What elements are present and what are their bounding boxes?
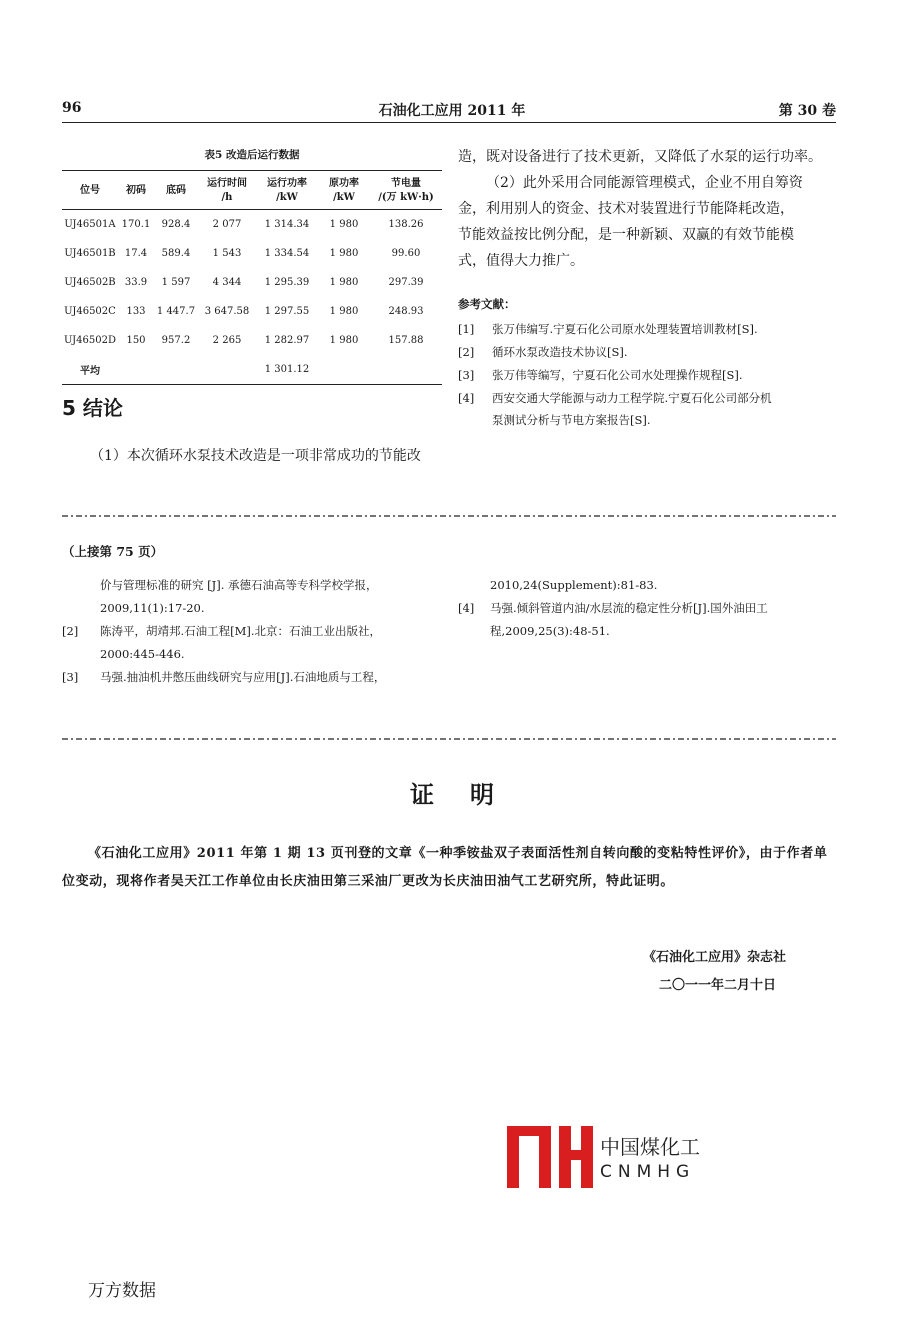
table-cell: 297.39 xyxy=(388,277,424,288)
table-cell xyxy=(370,355,442,385)
table-row xyxy=(62,210,442,240)
page-number: 96 xyxy=(62,100,82,116)
table-cell: 957.2 xyxy=(161,335,191,346)
table-cell: 2 077 xyxy=(212,219,242,230)
table-cell xyxy=(318,355,370,385)
continued-ref-text: 价与管理标准的研究 [J]. 承德石油高等专科学校学报， xyxy=(100,578,378,592)
reference-item xyxy=(458,364,838,386)
references-title: 参考文献： xyxy=(458,297,516,311)
table-row xyxy=(62,326,442,355)
reference-text: 张万伟编写.宁夏石化公司原水处理装置培训教材[S]. xyxy=(492,322,758,336)
continued-ref-text: 马强.倾斜管道内油/水层流的稳定性分析[J].国外油田工 xyxy=(490,601,768,615)
table-row xyxy=(62,297,442,326)
table-header-row xyxy=(62,171,442,210)
notice-body: 《石油化工应用》2011 年第 1 期 13 页刊登的文章《一种季铵盐双子表面活性剂自转向酸的变粘特性评价》，由于作者单位变动，现将作者吴天江工作单位由长庆油田第三采油厂更改为长庆油田油气工艺研究所，特此证明。 xyxy=(62,846,828,889)
reference-number: [1] xyxy=(458,322,475,336)
reference-number: [4] xyxy=(458,391,475,405)
reference-number: [3] xyxy=(458,368,475,382)
table-cell xyxy=(154,355,198,385)
cnmhg-logo-icon xyxy=(507,1126,593,1192)
table-row xyxy=(62,239,442,268)
reference-number: [2] xyxy=(458,345,475,359)
conclusion-paragraph-2-line: 节能效益按比例分配，是一种新颖、双赢的有效节能模 xyxy=(458,227,794,243)
reference-text: 西安交通大学能源与动力工程学院.宁夏石化公司部分机 xyxy=(492,391,772,405)
col-header: 运行功率 /kW xyxy=(267,178,307,203)
col-header: 原功率 /kW xyxy=(329,178,359,203)
table-cell: 170.1 xyxy=(121,219,151,230)
continued-ref-text: 陈涛平，胡靖邦.石油工程[M].北京：石油工业出版社， xyxy=(100,624,382,638)
table-cell: 138.26 xyxy=(388,219,424,230)
continued-ref-number: [2] xyxy=(62,624,79,638)
table-cell: 1 295.39 xyxy=(264,277,310,288)
reference-text: 循环水泵改造技术协议[S]. xyxy=(492,345,628,359)
continued-ref-text: 2010,24(Supplement):81-83. xyxy=(490,578,658,592)
table-cell: 589.4 xyxy=(161,248,191,259)
table-cell: 1 314.34 xyxy=(264,219,310,230)
conclusion-continuation: 造，既对设备进行了技术更新，又降低了水泵的运行功率。 xyxy=(458,149,822,165)
operation-data-table xyxy=(62,170,442,385)
notice-date: 二〇一一年二月十日 xyxy=(659,978,777,993)
table-cell: 1 543 xyxy=(212,248,242,259)
table-cell: 133 xyxy=(126,306,146,317)
continued-ref-number: [3] xyxy=(62,670,79,684)
reference-text: 张万伟等编写，宁夏石化公司水处理操作规程[S]. xyxy=(492,368,743,382)
table-cell: UJ46502B xyxy=(64,277,116,288)
col-header: 运行时间 /h xyxy=(207,178,247,203)
running-header-volume: 第 30 卷 xyxy=(778,103,836,119)
table-cell: 1 597 xyxy=(161,277,191,288)
conclusion-paragraph-2-line: （2）此外采用合同能源管理模式，企业不用自筹资 xyxy=(486,175,803,191)
col-header: 位号 xyxy=(80,185,100,196)
table-cell: UJ46501A xyxy=(64,219,116,230)
logo-chinese-text: 中国煤化工 xyxy=(600,1135,700,1159)
conclusion-paragraph-2-line: 金，利用别人的资金、技术对装置进行节能降耗改造， xyxy=(458,201,794,217)
table-cell: 1 980 xyxy=(329,306,359,317)
table-cell: 1 980 xyxy=(329,248,359,259)
reference-item xyxy=(458,387,838,409)
table-cell: UJ46502C xyxy=(64,306,116,317)
table-cell: 928.4 xyxy=(161,219,191,230)
table-cell xyxy=(198,355,256,385)
continued-ref-text: 2009,11(1):17-20. xyxy=(100,601,205,615)
table-cell: 3 647.58 xyxy=(204,306,250,317)
table-cell: 1 980 xyxy=(329,277,359,288)
table-row-average xyxy=(62,355,442,385)
table-cell: 1 447.7 xyxy=(156,306,196,317)
table-cell: 157.88 xyxy=(388,335,424,346)
conclusion-paragraph-2-line: 式，值得大力推广。 xyxy=(458,253,584,269)
table-cell: 99.60 xyxy=(391,248,421,259)
table-cell: 4 344 xyxy=(212,277,242,288)
table-cell xyxy=(118,355,154,385)
dotted-separator xyxy=(62,513,836,519)
table-cell: 17.4 xyxy=(124,248,148,259)
table-caption: 表5 改造后运行数据 xyxy=(204,149,300,161)
continued-ref-text: 程,2009,25(3):48-51. xyxy=(490,624,610,638)
running-header-journal: 石油化工应用 2011 年 xyxy=(378,103,526,119)
col-header: 初码 xyxy=(126,185,146,196)
dotted-separator xyxy=(62,736,836,742)
table-cell: 150 xyxy=(126,335,146,346)
notice-title: 证明 xyxy=(410,780,530,809)
notice-signer: 《石油化工应用》杂志社 xyxy=(643,950,787,965)
table-cell: UJ46501B xyxy=(64,248,116,259)
header-rule xyxy=(62,122,836,123)
col-header: 底码 xyxy=(166,185,186,196)
table-cell: 平均 xyxy=(80,366,100,377)
table-cell: 33.9 xyxy=(124,277,148,288)
table-cell: 1 980 xyxy=(329,219,359,230)
section-heading-conclusion: 5 结论 xyxy=(62,396,123,420)
footer-watermark: 万方数据 xyxy=(88,1281,156,1301)
reference-text-continued: 泵测试分析与节电方案报告[S]. xyxy=(492,413,651,427)
reference-item xyxy=(458,341,838,363)
reference-item xyxy=(458,318,838,340)
table-cell: 1 282.97 xyxy=(264,335,310,346)
continued-ref-text: 2000:445-446. xyxy=(100,647,185,661)
table-cell: 1 980 xyxy=(329,335,359,346)
col-header: 节电量 /(万 kW·h) xyxy=(378,178,434,203)
table-cell: UJ46502D xyxy=(64,335,116,346)
table-cell: 2 265 xyxy=(212,335,242,346)
continued-from-label: （上接第 75 页） xyxy=(62,544,164,559)
continued-ref-text: 马强.抽油机井憋压曲线研究与应用[J].石油地质与工程， xyxy=(100,670,386,684)
table-row xyxy=(62,268,442,297)
table-cell: 248.93 xyxy=(388,306,424,317)
conclusion-paragraph-1: （1）本次循环水泵技术改造是一项非常成功的节能改 xyxy=(90,448,421,464)
table-cell: 1 301.12 xyxy=(264,364,310,375)
logo-english-text: CNMHG xyxy=(600,1162,696,1182)
table-cell: 1 297.55 xyxy=(264,306,310,317)
table-cell: 1 334.54 xyxy=(264,248,310,259)
continued-ref-number: [4] xyxy=(458,601,475,615)
